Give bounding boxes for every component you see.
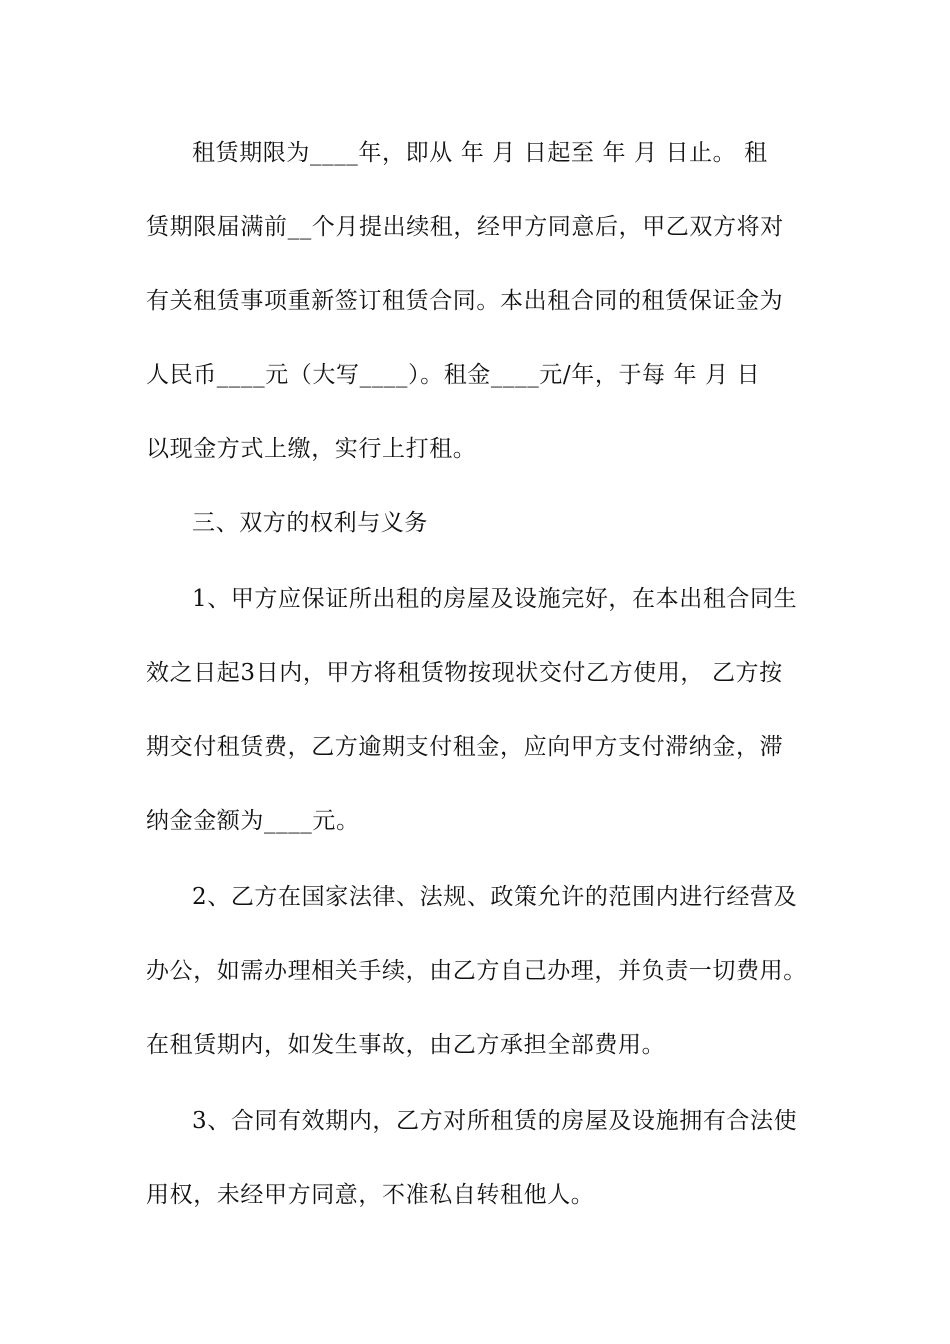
paragraph-line: 纳金金额为____元。 — [146, 808, 360, 834]
paragraph-line: 有关租赁事项重新签订租赁合同。本出租合同的租赁保证金为 — [146, 288, 784, 314]
paragraph-line: 赁期限届满前__个月提出续租，经甲方同意后，甲乙双方将对 — [146, 214, 784, 240]
section-heading: 三、双方的权利与义务 — [192, 510, 428, 536]
paragraph-line: 以现金方式上缴，实行上打租。 — [146, 436, 477, 462]
paragraph-line: 办公，如需办理相关手续，由乙方自己办理，并负责一切费用。 — [146, 958, 807, 984]
paragraph-line: 期交付租赁费，乙方逾期支付租金，应向甲方支付滞纳金，滞 — [146, 734, 784, 760]
paragraph-line: 2、乙方在国家法律、法规、政策允许的范围内进行经营及 — [192, 884, 798, 910]
paragraph-line: 人民币____元（大写____）。租金____元/年，于每 年 月 日 — [146, 362, 761, 388]
paragraph-line: 1、甲方应保证所出租的房屋及设施完好，在本出租合同生 — [192, 586, 798, 612]
paragraph-line: 租赁期限为____年，即从 年 月 日起至 年 月 日止。 租 — [192, 140, 768, 166]
paragraph-line: 效之日起3日内，甲方将租赁物按现状交付乙方使用， 乙方按 — [146, 660, 783, 686]
paragraph-line: 在租赁期内，如发生事故，由乙方承担全部费用。 — [146, 1032, 666, 1058]
paragraph-line: 3、合同有效期内，乙方对所租赁的房屋及设施拥有合法使 — [192, 1108, 798, 1134]
paragraph-line: 用权，未经甲方同意，不准私自转租他人。 — [146, 1182, 595, 1208]
